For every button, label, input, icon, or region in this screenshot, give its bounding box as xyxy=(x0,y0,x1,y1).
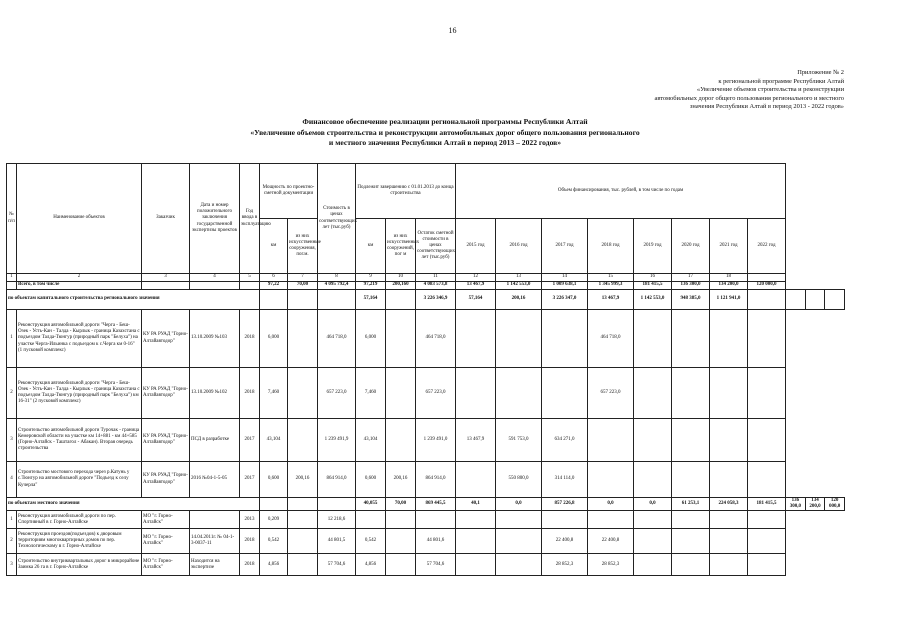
column-number-row xyxy=(7,274,845,282)
table-cell: 2017 xyxy=(240,462,260,498)
table-cell: 314 114,0 xyxy=(542,462,588,498)
table-cell xyxy=(710,419,748,462)
column-number: 3 xyxy=(142,274,190,282)
table-row xyxy=(7,290,845,310)
table-cell: 181 415,5 xyxy=(634,282,672,290)
table-cell xyxy=(748,368,786,419)
title-line: Финансовое обеспечение реализации региональной программы Республики Алтай xyxy=(302,117,588,126)
table-cell: 120 000,0 xyxy=(748,282,786,290)
table-cell xyxy=(190,511,240,529)
table-cell: 2018 xyxy=(240,368,260,419)
table-cell xyxy=(142,282,190,290)
table-cell xyxy=(672,554,710,576)
table-cell: 57,164 xyxy=(356,290,386,310)
table-cell: по объектам капитального строительства регионального значения xyxy=(7,290,260,310)
table-cell: 13 467,9 xyxy=(456,419,496,462)
table-cell xyxy=(672,462,710,498)
table-cell: 61 253,1 xyxy=(672,498,710,511)
table-cell xyxy=(672,310,710,368)
column-number: 4 xyxy=(190,274,240,282)
table-cell: 657 223,0 xyxy=(416,368,456,419)
header-cost: Стоимость в ценах соответствующих лет (тыс.руб) xyxy=(318,164,356,274)
header-artificial2: из них искусственных сооружений, пог м xyxy=(386,219,416,274)
table-cell: 13 467,9 xyxy=(456,282,496,290)
table-cell: 4,856 xyxy=(260,554,288,576)
table-cell xyxy=(710,310,748,368)
appendix-line: к региональной программе Республики Алтай xyxy=(718,77,844,85)
table-cell xyxy=(710,368,748,419)
table-cell: 0,542 xyxy=(260,529,288,554)
table-cell: 0,0 xyxy=(634,498,672,511)
table-cell xyxy=(456,368,496,419)
table-row xyxy=(7,511,845,529)
table-cell xyxy=(496,310,542,368)
table-cell: 657 223,0 xyxy=(318,368,356,419)
table-cell: 464 718,0 xyxy=(318,310,356,368)
table-cell: 181 415,5 xyxy=(748,498,786,511)
table-cell: 0,0 xyxy=(588,498,634,511)
header-capacity: Мощность по проектно-сметной документации xyxy=(260,164,318,219)
table-cell xyxy=(496,511,542,529)
table-cell xyxy=(288,511,318,529)
table-cell: 3 226 347,0 xyxy=(542,290,588,310)
table-cell: 28 852,3 xyxy=(588,554,634,576)
table-cell: 43,104 xyxy=(356,419,386,462)
table-cell xyxy=(748,511,786,529)
table-cell xyxy=(634,310,672,368)
table-cell xyxy=(386,290,416,310)
table-cell xyxy=(710,462,748,498)
table-cell: 1 239 491,0 xyxy=(416,419,456,462)
table-cell xyxy=(288,368,318,419)
table-cell: Реконструкция автомобильной дороги "Черга - Беш-Озек - Усть-Кан - Талда - Кырлык - граница Казахстана с подъездом Талда-Тюнгур (природный парк "Белуха") км 16-31" (2 пусковой комплекс) xyxy=(17,368,142,419)
column-number: 9 xyxy=(356,274,386,282)
table-cell: 2018 xyxy=(240,529,260,554)
table-cell xyxy=(288,290,318,310)
table-cell: по объектам местного значения xyxy=(7,498,260,511)
table-row xyxy=(7,282,845,290)
table-cell: 22 400,8 xyxy=(542,529,588,554)
header-done: Подлежит завершению с 01.01.2013 до конца строительства xyxy=(356,164,456,219)
table-cell xyxy=(748,462,786,498)
table-cell: 0,600 xyxy=(356,462,386,498)
table-cell: 44 801,6 xyxy=(416,529,456,554)
table-cell: 857 226,8 xyxy=(542,498,588,511)
table-cell xyxy=(825,290,845,310)
header-year-2017: 2017 год xyxy=(542,219,588,274)
table-cell xyxy=(386,368,416,419)
appendix-note xyxy=(655,69,845,112)
table-cell: 4 xyxy=(7,462,17,498)
table-cell: 464 718,0 xyxy=(416,310,456,368)
table-header xyxy=(7,164,845,282)
column-number: 11 xyxy=(416,274,456,282)
table-cell: 97,219 xyxy=(356,282,386,290)
header-year-2018: 2018 год xyxy=(588,219,634,274)
title-line: «Увеличение объемов строительства и реконструкции автомобильных дорог общего пользования регионального xyxy=(250,127,640,137)
table-cell xyxy=(748,554,786,576)
table-cell: 7,460 xyxy=(356,368,386,419)
table-cell: 12 218,6 xyxy=(318,511,356,529)
document-title xyxy=(140,117,750,149)
table-cell xyxy=(456,554,496,576)
table-cell xyxy=(542,511,588,529)
column-number: 15 xyxy=(588,274,634,282)
table-cell xyxy=(260,290,288,310)
table-cell: 3 xyxy=(7,419,17,462)
table-cell: 1 xyxy=(7,310,17,368)
column-number: 12 xyxy=(456,274,496,282)
table-cell xyxy=(288,310,318,368)
table-cell: 864 914,0 xyxy=(416,462,456,498)
header-customer: Заказчик xyxy=(142,164,190,274)
header-year-2016: 2016 год xyxy=(496,219,542,274)
table-cell: 4,856 xyxy=(356,554,386,576)
table-cell: 1 121 941,0 xyxy=(710,290,748,310)
header-year-2019: 2019 год xyxy=(634,219,672,274)
page-number: 16 xyxy=(448,26,457,35)
table-cell xyxy=(496,554,542,576)
column-number xyxy=(748,274,786,282)
table-cell xyxy=(456,529,496,554)
table-row xyxy=(7,310,845,368)
table-row xyxy=(7,529,845,554)
table-cell: Реконструкция автомобильной дороги "Черга - Беш-Озек - Усть-Кан - Талда - Кырлык - граница Казахстана с подъездом Талда-Тюнгур (природный парк "Белуха") на участке Черга-Ильинка с подъездом к с.Черга км 0-16" (1 пусковой комплекс) xyxy=(17,310,142,368)
table-cell: 1 xyxy=(7,511,17,529)
table-cell: 3 xyxy=(7,554,17,576)
table-cell xyxy=(748,529,786,554)
table-cell: 70,00 xyxy=(386,498,416,511)
column-number: 2 xyxy=(17,274,142,282)
table-cell xyxy=(7,282,17,290)
table-row xyxy=(7,462,845,498)
table-cell: 28 852,3 xyxy=(542,554,588,576)
table-cell xyxy=(456,462,496,498)
table-cell: Всего, в том числе xyxy=(17,282,142,290)
table-cell: 200,16 xyxy=(288,462,318,498)
table-cell: 634 271,0 xyxy=(542,419,588,462)
table-cell xyxy=(288,554,318,576)
table-cell: 2017 xyxy=(240,419,260,462)
table-cell xyxy=(386,310,416,368)
table-cell: 2 xyxy=(7,529,17,554)
header-name: Наименование объектов xyxy=(17,164,142,274)
table-cell: 44 801,5 xyxy=(318,529,356,554)
table-cell: КУ РА РУАД "Горно-Алтайавтодор" xyxy=(142,462,190,498)
table-cell: 14.04.2011г. № 04-1-3-0037-11 xyxy=(190,529,240,554)
table-cell: 4 095 792,4 xyxy=(318,282,356,290)
table-cell: 57 704,6 xyxy=(416,554,456,576)
column-number: 8 xyxy=(318,274,356,282)
table-cell xyxy=(710,529,748,554)
header-year-2015: 2015 год xyxy=(456,219,496,274)
table-cell: 864 914,0 xyxy=(318,462,356,498)
table-cell xyxy=(634,511,672,529)
header-artificial: из них искусственные сооружения, пог.м. xyxy=(288,219,318,274)
table-cell: МО "г. Горно-Алтайск" xyxy=(142,529,190,554)
table-cell xyxy=(634,529,672,554)
table-cell: 97,22 xyxy=(260,282,288,290)
table-cell: 1 239 491,9 xyxy=(318,419,356,462)
table-cell: 7,460 xyxy=(260,368,288,419)
table-cell xyxy=(805,290,825,310)
table-cell: 1 009 638,1 xyxy=(542,282,588,290)
table-cell: 4 083 573,8 xyxy=(416,282,456,290)
column-number: 17 xyxy=(672,274,710,282)
header-year-2020: 2020 год xyxy=(672,219,710,274)
table-cell: 13 467,9 xyxy=(588,290,634,310)
header-year: Год ввода в эксплуатацию xyxy=(240,164,260,274)
table-row xyxy=(7,368,845,419)
table-cell xyxy=(710,511,748,529)
table-cell xyxy=(542,310,588,368)
table-row xyxy=(7,419,845,462)
table-cell: 0,209 xyxy=(260,511,288,529)
appendix-line: «Увеличение объемов строительства и реконструкции xyxy=(696,86,844,94)
table-cell: 70,00 xyxy=(288,282,318,290)
table-cell: 200,16 xyxy=(386,462,416,498)
table-cell: 6,000 xyxy=(260,310,288,368)
table-cell: КУ РА РУАД "Горно-Алтайавтодор" xyxy=(142,419,190,462)
table-cell xyxy=(386,419,416,462)
table-cell xyxy=(288,498,318,511)
table-row xyxy=(7,554,845,576)
table-cell xyxy=(634,368,672,419)
table-cell: 1 142 553,0 xyxy=(634,290,672,310)
table-cell: 2016 №04-1-5-05 xyxy=(190,462,240,498)
table-cell xyxy=(710,554,748,576)
column-number: 10 xyxy=(386,274,416,282)
table-cell: 0,600 xyxy=(260,462,288,498)
table-cell: 13.10.2009 №103 xyxy=(190,310,240,368)
table-cell xyxy=(748,310,786,368)
table-cell xyxy=(496,368,542,419)
table-cell xyxy=(672,368,710,419)
table-cell: Строительство внутриквартальных дорог в микрорайоне Заимка 26 га в г. Горно-Алтайске xyxy=(17,554,142,576)
table-cell: МО "г. Горно-Алтайск" xyxy=(142,511,190,529)
header-year-2021: 2021 год xyxy=(710,219,748,274)
table-cell: 2018 xyxy=(240,554,260,576)
column-number: 16 xyxy=(634,274,672,282)
table-cell xyxy=(356,511,386,529)
table-cell: 0,542 xyxy=(356,529,386,554)
table-cell xyxy=(260,498,288,511)
table-cell: 869 445,5 xyxy=(416,498,456,511)
column-number: 5 xyxy=(240,274,260,282)
column-number: 6 xyxy=(260,274,288,282)
table-cell xyxy=(456,310,496,368)
table-cell: Строительство мостового перехода через р.Катунь у с.Тюнгур на автомобильной дороге "Подъезд к селу Кучерла" xyxy=(17,462,142,498)
column-number: 1 xyxy=(7,274,17,282)
table-cell xyxy=(190,282,240,290)
header-num: № п/п xyxy=(7,164,17,274)
table-cell: 57 704,6 xyxy=(318,554,356,576)
table-cell xyxy=(748,290,786,310)
table-cell: Реконструкция проездов(подъездов) к дворовым территориям многоквартирных домов по пер. Технологическому в г. Горно-Алтайске xyxy=(17,529,142,554)
table-cell: ПСД в разработке xyxy=(190,419,240,462)
appendix-line: автомобильных дорог общего пользования регионального и местного xyxy=(654,94,844,102)
header-residual: Остаток сметной стоимости в ценах соответствующих лет (тыс.руб) xyxy=(416,219,456,274)
table-cell xyxy=(318,290,356,310)
table-cell: 134 200,0 xyxy=(710,282,748,290)
table-cell: 0,0 xyxy=(496,498,542,511)
column-number: 7 xyxy=(288,274,318,282)
header-km: км xyxy=(260,219,288,274)
table-cell: 2013 xyxy=(240,511,260,529)
table-cell xyxy=(386,554,416,576)
table-cell: 200,160 xyxy=(386,282,416,290)
table-cell xyxy=(240,282,260,290)
table-cell xyxy=(634,554,672,576)
table-cell: 657 223,0 xyxy=(588,368,634,419)
header-date: Дата и номер положительного заключения государственной экспертизы проектов xyxy=(190,164,240,274)
table-cell: 40,055 xyxy=(356,498,386,511)
table-cell: 43,104 xyxy=(260,419,288,462)
table-cell: 591 753,0 xyxy=(496,419,542,462)
table-cell: 2 xyxy=(7,368,17,419)
table-cell xyxy=(672,419,710,462)
table-cell: КУ РА РУАД "Горно-Алтайавтодор" xyxy=(142,310,190,368)
table-cell: 464 718,0 xyxy=(588,310,634,368)
appendix-line: значения Республики Алтай в период 2013 - 2022 годов» xyxy=(689,103,844,111)
header-km2: км xyxy=(356,219,386,274)
table-cell: 1 345 999,3 xyxy=(588,282,634,290)
table-cell: 6,000 xyxy=(356,310,386,368)
appendix-line: Приложение № 2 xyxy=(797,69,844,76)
table-cell xyxy=(634,462,672,498)
table-cell xyxy=(588,462,634,498)
title-line: и местного значения Республики Алтай в период 2013 – 2022 годов» xyxy=(328,138,562,148)
table-cell xyxy=(786,290,806,310)
table-cell: 1 142 553,0 xyxy=(496,282,542,290)
table-cell: Находится на экспертизе xyxy=(190,554,240,576)
table-cell: 13.10.2009 №102 xyxy=(190,368,240,419)
table-cell xyxy=(542,368,588,419)
table-cell: 134 200,0 xyxy=(805,498,825,511)
table-cell xyxy=(288,419,318,462)
table-cell: Реконструкция автомобильной дороги по пер. Спортивный в г. Горно-Алтайске xyxy=(17,511,142,529)
table-cell: 2018 xyxy=(240,310,260,368)
table-cell: КУ РА РУАД "Горно-Алтайавтодор" xyxy=(142,368,190,419)
table-cell xyxy=(496,529,542,554)
table-cell: 136 300,0 xyxy=(786,498,806,511)
column-number: 18 xyxy=(710,274,748,282)
table-cell xyxy=(634,419,672,462)
table-cell: 120 000,0 xyxy=(825,498,845,511)
table-body xyxy=(7,282,845,576)
table-cell xyxy=(588,511,634,529)
column-number: 13 xyxy=(496,274,542,282)
table-cell xyxy=(672,511,710,529)
funding-table xyxy=(6,163,845,576)
table-cell: Строительство автомобильной дороги Турочак - граница Кемеровской области на участке км 14+881 - км 44+585 (Горно-Алтайск - Таштагол - Абакан). Вторая очередь строительства xyxy=(17,419,142,462)
table-cell xyxy=(672,529,710,554)
table-cell: 3 226 346,9 xyxy=(416,290,456,310)
header-year-2022: 2022 год xyxy=(748,219,786,274)
table-cell xyxy=(288,529,318,554)
table-cell: 224 058,3 xyxy=(710,498,748,511)
table-cell xyxy=(386,511,416,529)
table-cell xyxy=(456,511,496,529)
column-number: 14 xyxy=(542,274,588,282)
header-funding: Объем финансирования, тыс. рублей, в том числе по годам xyxy=(456,164,786,219)
table-cell xyxy=(318,498,356,511)
table-row xyxy=(7,498,845,511)
table-cell xyxy=(748,419,786,462)
table-cell xyxy=(386,529,416,554)
table-cell xyxy=(416,511,456,529)
table-cell: 136 300,0 xyxy=(672,282,710,290)
table-cell: 40,1 xyxy=(456,498,496,511)
table-cell: 200,16 xyxy=(496,290,542,310)
table-cell: МО "г. Горно-Алтайск" xyxy=(142,554,190,576)
table-cell xyxy=(588,419,634,462)
table-cell: 948 385,0 xyxy=(672,290,710,310)
table-cell: 57,164 xyxy=(456,290,496,310)
table-cell: 550 800,0 xyxy=(496,462,542,498)
table-cell: 22 400,8 xyxy=(588,529,634,554)
